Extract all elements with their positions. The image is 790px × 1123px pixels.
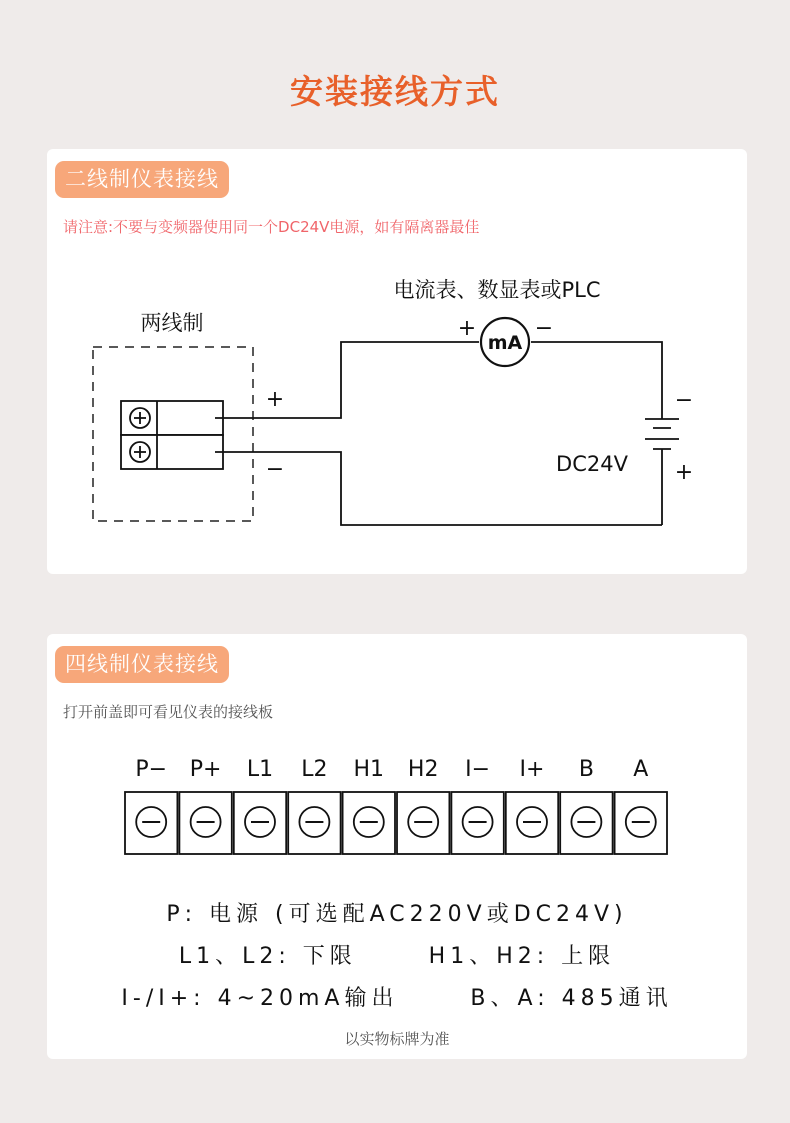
two-wire-diagram bbox=[47, 149, 747, 574]
meter-plus-sign: + bbox=[457, 316, 477, 341]
footnote: 以实物标牌为准 bbox=[344, 1030, 450, 1048]
terminal-label: P+ bbox=[189, 757, 222, 782]
terminal-label: I− bbox=[465, 757, 491, 782]
page-title: 安装接线方式 bbox=[290, 72, 500, 111]
two-wire-card bbox=[47, 149, 747, 574]
device-label: 两线制 bbox=[140, 311, 204, 335]
four-wire-badge: 四线制仪表接线 bbox=[55, 646, 229, 683]
meter-minus-sign: − bbox=[534, 316, 554, 341]
terminal-label: L1 bbox=[246, 757, 274, 782]
terminal-label: B bbox=[578, 757, 594, 782]
terminal-label: I+ bbox=[519, 757, 545, 782]
terminal-block bbox=[121, 401, 223, 469]
four-wire-card bbox=[47, 634, 747, 1059]
two-wire-warning-note: 请注意:不要与变频器使用同一个DC24V电源，如有隔离器最佳 bbox=[63, 218, 480, 236]
meter-label: 电流表、数显表或PLC bbox=[393, 278, 601, 302]
battery-icon bbox=[645, 419, 679, 449]
terminal-label: H1 bbox=[353, 757, 385, 782]
terminal-label: P− bbox=[135, 757, 168, 782]
minus-sign: − bbox=[265, 457, 285, 482]
supply-label: DC24V bbox=[556, 452, 628, 476]
terminal-board-diagram bbox=[47, 634, 747, 874]
supply-plus-sign: + bbox=[674, 460, 694, 485]
terminal-label: A bbox=[633, 757, 649, 782]
two-wire-badge: 二线制仪表接线 bbox=[55, 161, 229, 198]
meter-symbol: mA bbox=[487, 332, 523, 354]
legend-output: I-/I+: 4~20mA输出 B、A: 485通讯 bbox=[121, 986, 673, 1011]
legend-limits: L1、L2: 下限 H1、H2: 上限 bbox=[178, 944, 616, 969]
terminal-label: L2 bbox=[301, 757, 328, 782]
plus-sign: + bbox=[265, 387, 285, 412]
legend-power: P: 电源 (可选配AC220V或DC24V) bbox=[166, 902, 628, 927]
four-wire-note: 打开前盖即可看见仪表的接线板 bbox=[63, 703, 274, 721]
wiring bbox=[215, 342, 662, 525]
terminal-label: H2 bbox=[407, 757, 439, 782]
supply-minus-sign: − bbox=[674, 388, 694, 413]
